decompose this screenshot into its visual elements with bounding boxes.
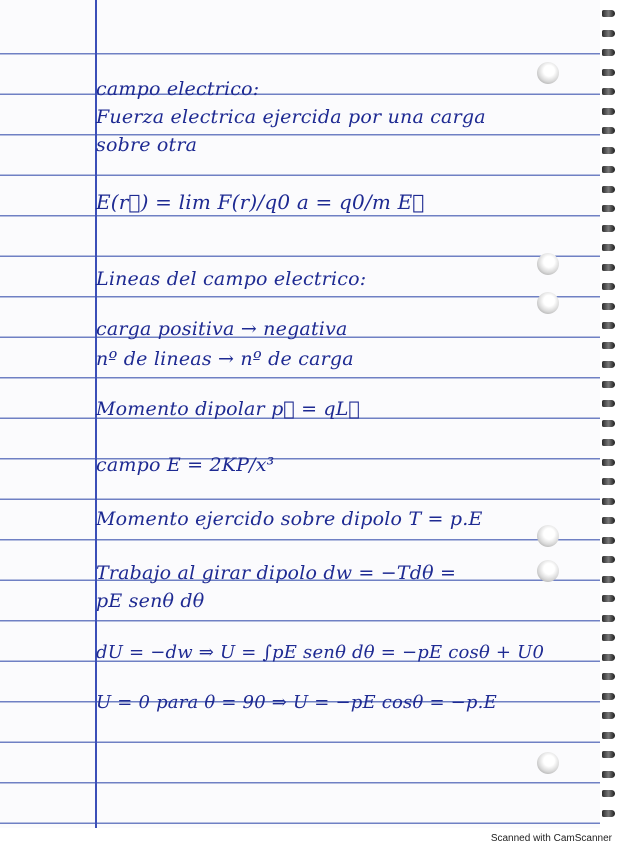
note-work-line-2: pE senθ dθ bbox=[96, 590, 205, 612]
punch-hole bbox=[537, 62, 559, 84]
spiral-coil bbox=[602, 771, 615, 778]
spiral-coil bbox=[602, 712, 615, 719]
spiral-coil bbox=[602, 615, 615, 622]
spiral-coil bbox=[602, 342, 615, 349]
note-definition-line-1: Fuerza electrica ejercida por una carga bbox=[96, 106, 486, 128]
spiral-coil bbox=[602, 49, 615, 56]
spiral-coil bbox=[602, 556, 615, 563]
spiral-coil bbox=[602, 381, 615, 388]
spiral-coil bbox=[602, 537, 615, 544]
spiral-coil bbox=[602, 303, 615, 310]
spiral-coil bbox=[602, 108, 615, 115]
note-energy-zero: U = 0 para θ = 90 ⇒ U = −pE cosθ = −p.E bbox=[96, 692, 497, 713]
spiral-coil bbox=[602, 225, 615, 232]
note-field-lines-1: carga positiva → negativa bbox=[96, 318, 348, 340]
spiral-coil bbox=[602, 790, 615, 797]
spiral-coil bbox=[602, 88, 615, 95]
punch-hole bbox=[537, 560, 559, 582]
spiral-coil bbox=[602, 264, 615, 271]
spiral-coil bbox=[602, 30, 615, 37]
note-dipole-moment: Momento dipolar p⃗ = qL⃗ bbox=[96, 398, 361, 420]
note-field-formula: E(r⃗) = lim F(r)/q0 a = q0/m E⃗ bbox=[96, 190, 425, 214]
note-dipole-field: campo E = 2KP/x³ bbox=[96, 454, 275, 476]
spiral-coil bbox=[602, 69, 615, 76]
spiral-coil bbox=[602, 283, 615, 290]
spiral-coil bbox=[602, 147, 615, 154]
punch-hole bbox=[537, 292, 559, 314]
spiral-coil bbox=[602, 751, 615, 758]
spiral-coil bbox=[602, 498, 615, 505]
spiral-coil bbox=[602, 634, 615, 641]
spiral-coil bbox=[602, 459, 615, 466]
spiral-coil bbox=[602, 205, 615, 212]
spiral-coil bbox=[602, 420, 615, 427]
spiral-coil bbox=[602, 810, 615, 817]
spiral-coil bbox=[602, 361, 615, 368]
spiral-binding bbox=[600, 0, 618, 828]
spiral-coil bbox=[602, 322, 615, 329]
spiral-coil bbox=[602, 576, 615, 583]
spiral-coil bbox=[602, 244, 615, 251]
note-energy: dU = −dw ⇒ U = ∫pE senθ dθ = −pE cosθ + U0 bbox=[96, 642, 545, 663]
spiral-coil bbox=[602, 400, 615, 407]
note-torque: Momento ejercido sobre dipolo T = p.E bbox=[96, 508, 483, 530]
punch-hole bbox=[537, 752, 559, 774]
spiral-coil bbox=[602, 186, 615, 193]
spiral-coil bbox=[602, 693, 615, 700]
spiral-coil bbox=[602, 166, 615, 173]
spiral-coil bbox=[602, 439, 615, 446]
spiral-coil bbox=[602, 673, 615, 680]
note-field-lines-2: nº de lineas → nº de carga bbox=[96, 348, 354, 370]
spiral-coil bbox=[602, 478, 615, 485]
note-title: campo electrico: bbox=[96, 78, 260, 100]
spiral-coil bbox=[602, 595, 615, 602]
scanner-watermark: Scanned with CamScanner bbox=[490, 833, 612, 844]
spiral-coil bbox=[602, 10, 615, 17]
punch-hole bbox=[537, 253, 559, 275]
spiral-coil bbox=[602, 654, 615, 661]
note-field-lines-title: Lineas del campo electrico: bbox=[96, 268, 367, 290]
note-definition-line-2: sobre otra bbox=[96, 134, 198, 156]
spiral-coil bbox=[602, 127, 615, 134]
spiral-coil bbox=[602, 517, 615, 524]
note-work-line-1: Trabajo al girar dipolo dw = −Tdθ = bbox=[96, 562, 457, 584]
punch-hole bbox=[537, 525, 559, 547]
spiral-coil bbox=[602, 732, 615, 739]
